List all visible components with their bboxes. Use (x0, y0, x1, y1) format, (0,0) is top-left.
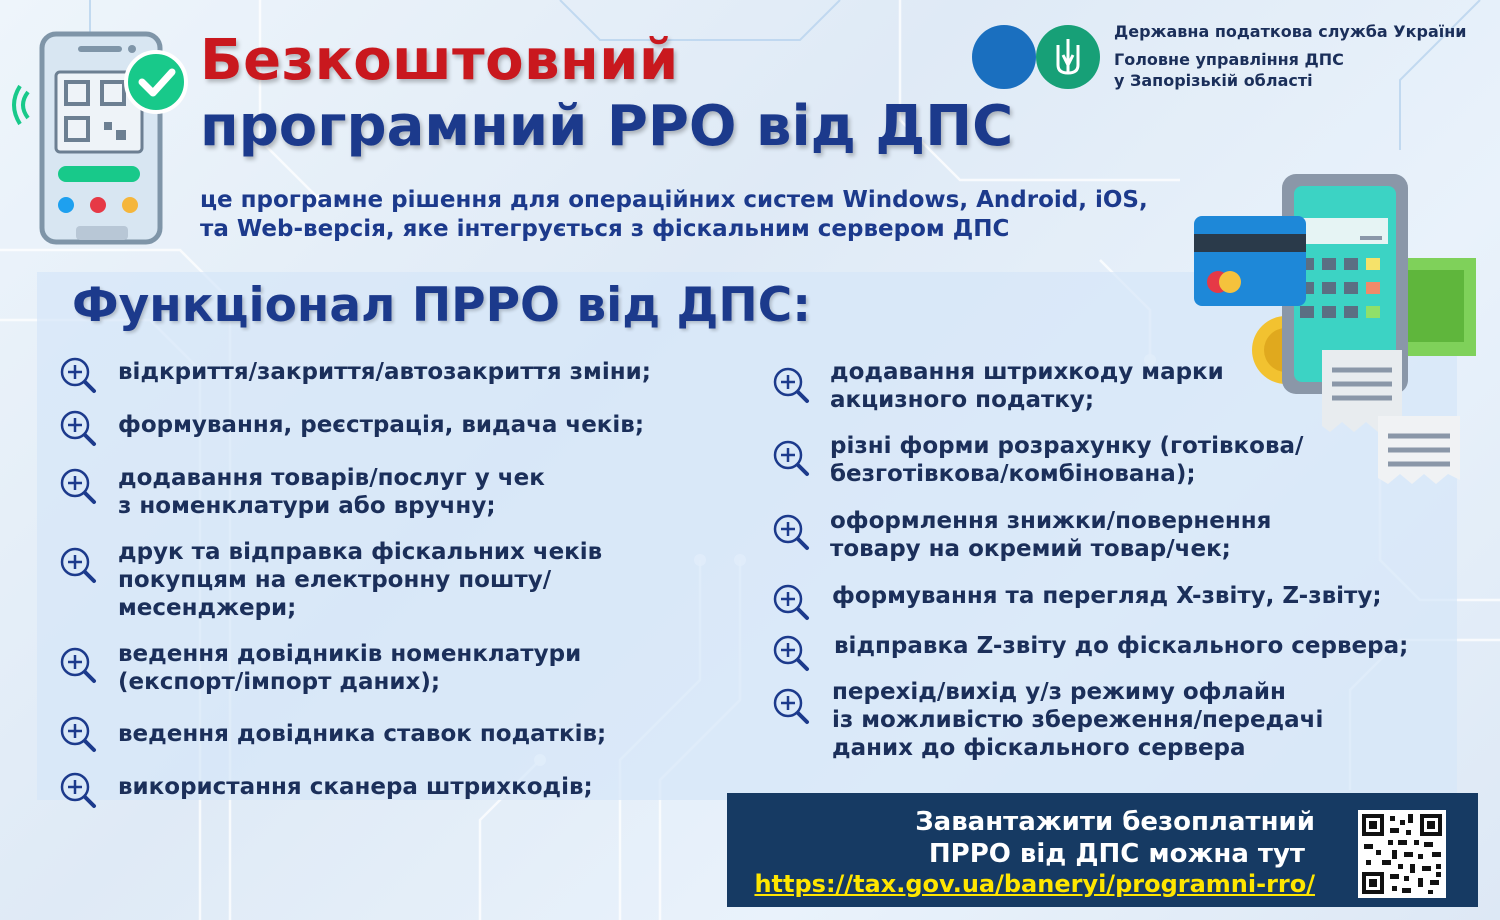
function-left-3: додавання товарів/послуг у чек з номенклатури або вручну; (118, 465, 545, 519)
zoom-in-icon (58, 355, 98, 395)
function-left-1: відкриття/закриття/автозакриття зміни; (118, 359, 651, 385)
trident-icon (1036, 25, 1100, 89)
function-right-3: оформлення знижки/повернення товару на окремий товар/чек; (830, 508, 1272, 562)
trident-logo (1036, 25, 1100, 89)
zoom-in-icon (58, 466, 98, 506)
subtitle (200, 186, 1260, 244)
function-left-4: друк та відправка фіскальних чеків покупцям на електронну пошту/ месенджери; (118, 539, 603, 621)
function-right-4: формування та перегляд X-звіту, Z-звіту; (832, 583, 1382, 609)
zoom-in-icon (58, 714, 98, 754)
zoom-in-icon (771, 686, 811, 726)
zoom-in-icon (58, 408, 98, 448)
download-text (740, 806, 1315, 870)
qr-code-icon[interactable] (1358, 810, 1446, 898)
function-right-1: додавання штрихкоду марки акцизного податку; (830, 359, 1224, 413)
download-line1: Завантажити безоплатний (915, 807, 1315, 837)
zoom-in-icon (771, 633, 811, 673)
function-right-6: перехід/вихід у/з режиму офлайн із можливістю збереження/передачі даних до фіскального сервера (832, 679, 1324, 761)
zoom-in-icon (771, 365, 811, 405)
subtitle-line1: це програмне рішення для операційних систем Windows, Android, iOS, (200, 187, 1148, 213)
department-line1: Головне управління ДПС (1114, 50, 1344, 69)
title-line1: Безкоштовний (200, 28, 679, 93)
organization-name: Державна податкова служба України (1114, 22, 1467, 41)
download-line2: ПРРО від ДПС можна тут (928, 839, 1305, 869)
zoom-in-icon (58, 770, 98, 810)
function-right-5: відправка Z-звіту до фіскального сервера; (834, 633, 1409, 659)
title-line2: програмний РРО від ДПС (200, 94, 1014, 159)
phone-qr-icon (10, 30, 190, 250)
function-left-2: формування, реєстрація, видача чеків; (118, 412, 645, 438)
function-left-5: ведення довідників номенклатури (експорт/імпорт даних); (118, 641, 582, 695)
function-right-2: різні форми розрахунку (готівкова/ безготівкова/комбінована); (830, 433, 1304, 487)
zoom-in-icon (771, 438, 811, 478)
functions-title: Функціонал ПРРО від ДПС: (72, 278, 812, 333)
zoom-in-icon (58, 545, 98, 585)
department-line2: у Запорізькій області (1114, 71, 1313, 90)
organization-block (1114, 22, 1494, 91)
dps-logo-circle (972, 25, 1036, 89)
zoom-in-icon (771, 582, 811, 622)
function-left-6: ведення довідника ставок податків; (118, 721, 607, 747)
zoom-in-icon (771, 512, 811, 552)
subtitle-line2: та Web-версія, яке інтегрується з фіскальним сервером ДПС (200, 216, 1010, 242)
zoom-in-icon (58, 645, 98, 685)
download-link[interactable]: https://tax.gov.ua/baneryi/programni-rro/ (754, 870, 1315, 898)
function-left-7: використання сканера штрихкодів; (118, 774, 593, 800)
